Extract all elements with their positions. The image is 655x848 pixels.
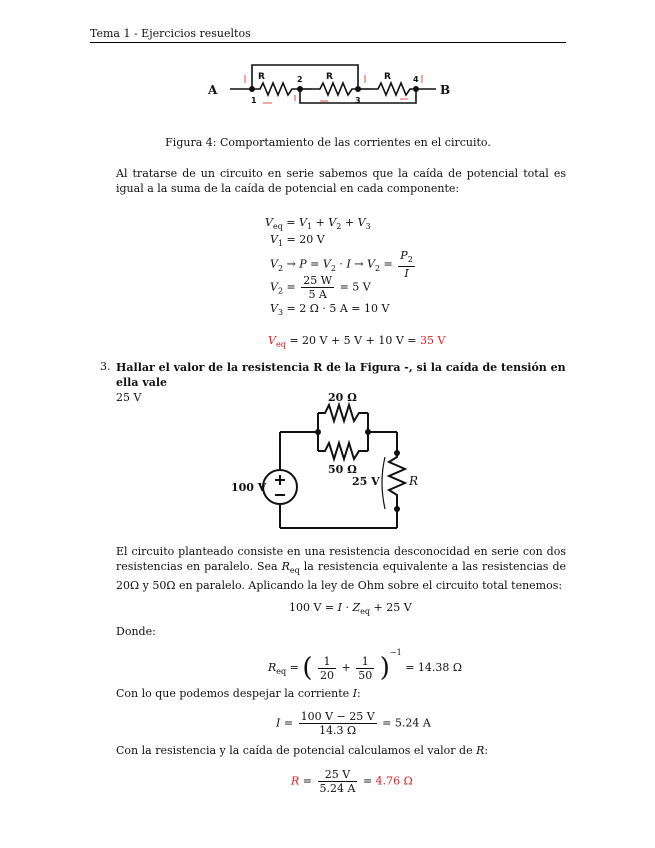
figure-4-caption: Figura 4: Comportamiento de las corrientes en el circuito. bbox=[165, 136, 491, 149]
node-label-4: 4 bbox=[413, 75, 419, 84]
item-3-bold-text: Hallar el valor de la resistencia R de la Figura -, si la caída de tensión en ella vale bbox=[116, 361, 566, 389]
equation-req: $R_{eq}$ = ( $\frac{1}{20}$ + $\frac{1}{50}$ )$^{-1}$ = 14.38 Ω bbox=[268, 648, 463, 683]
equation-r: R = $\frac{25 V}{5.24 A}$ = 4.76 Ω bbox=[291, 768, 413, 795]
node-label-1: 1 bbox=[251, 96, 257, 105]
equation-v1: $V_1 = 20$ V bbox=[270, 233, 325, 249]
r-bottom-label: 50 Ω bbox=[328, 463, 357, 476]
figure-series-circuit bbox=[200, 55, 460, 115]
r-unknown-label: R bbox=[409, 474, 419, 488]
resistor-label-1: R bbox=[258, 72, 265, 82]
item-3-value: 25 V bbox=[116, 391, 142, 404]
equation-total: $V_{eq} = 20$ V + 5 V + 10 V = 35 V bbox=[268, 334, 446, 350]
label-donde: Donde: bbox=[116, 625, 156, 638]
resistor-label-3: R bbox=[384, 72, 391, 82]
equation-v2-chain: $V_2 \to P = V_2 \cdot I \to V_2$ = $\frac{P_2}{I}$ bbox=[270, 249, 413, 281]
terminal-b-label: B bbox=[440, 83, 451, 97]
source-label: 100 V bbox=[231, 481, 267, 494]
total-prefix: = 20 V + 5 V + 10 V = bbox=[289, 334, 417, 347]
node-label-2: 2 bbox=[297, 75, 303, 84]
figure-parallel-circuit bbox=[225, 385, 435, 535]
r-top-label: 20 Ω bbox=[328, 391, 357, 404]
running-header: Tema 1 - Ejercicios resueltos bbox=[90, 27, 251, 40]
terminal-a-label: A bbox=[208, 83, 218, 97]
paragraph-series-intro: Al tratarse de un circuito en serie sabemos que la caída de potencial total es igual a la suma de la caída de potencial en cada componente: bbox=[116, 167, 566, 195]
equation-current: I = $\frac{100 V - 25 V}{14.3 \Omega}$ = 5.24 A bbox=[276, 710, 431, 737]
item-number-3: 3. bbox=[100, 360, 111, 373]
equation-v3: $V_3 = 2$ Ω · 5 A = 10 V bbox=[270, 302, 390, 318]
resistor-label-2: R bbox=[326, 72, 333, 82]
fraction-25w-over-5a: $\frac{25 W}{5 A}$ bbox=[303, 274, 333, 301]
equation-v2-value: $V_2$ = $\frac{25 W}{5 A}$ = 5 V bbox=[270, 274, 371, 301]
paragraph-circuit-description: El circuito planteado consiste en una resistencia desconocidad en serie con dos resistencias en paralelo. Sea $R_{eq}$ la resistencia equivalente a las resistencias de 20Ω y 50Ω en paralelo. Aplicando la ley de Ohm sobre el circuito total tenemos: bbox=[116, 545, 567, 593]
paragraph-despejar: Con lo que podemos despejar la corriente I: bbox=[116, 687, 361, 700]
equation-veq: $V_{eq} = V_1 + V_2 + V_3$ bbox=[265, 216, 371, 232]
paragraph-calc-r: Con la resistencia y la caída de potencial calculamos el valor de R: bbox=[116, 744, 489, 757]
header-rule bbox=[90, 42, 566, 43]
total-result: 35 V bbox=[419, 334, 446, 347]
fraction-p2-over-i: $\frac{P_2}{I}$ bbox=[400, 249, 413, 281]
v2-result: = 5 V bbox=[339, 280, 371, 294]
equation-ohm: 100 $V = I \cdot Z_{eq} + 25$ V bbox=[289, 601, 412, 617]
r-drop-label: 25 V bbox=[352, 475, 380, 488]
node-label-3: 3 bbox=[355, 96, 361, 105]
